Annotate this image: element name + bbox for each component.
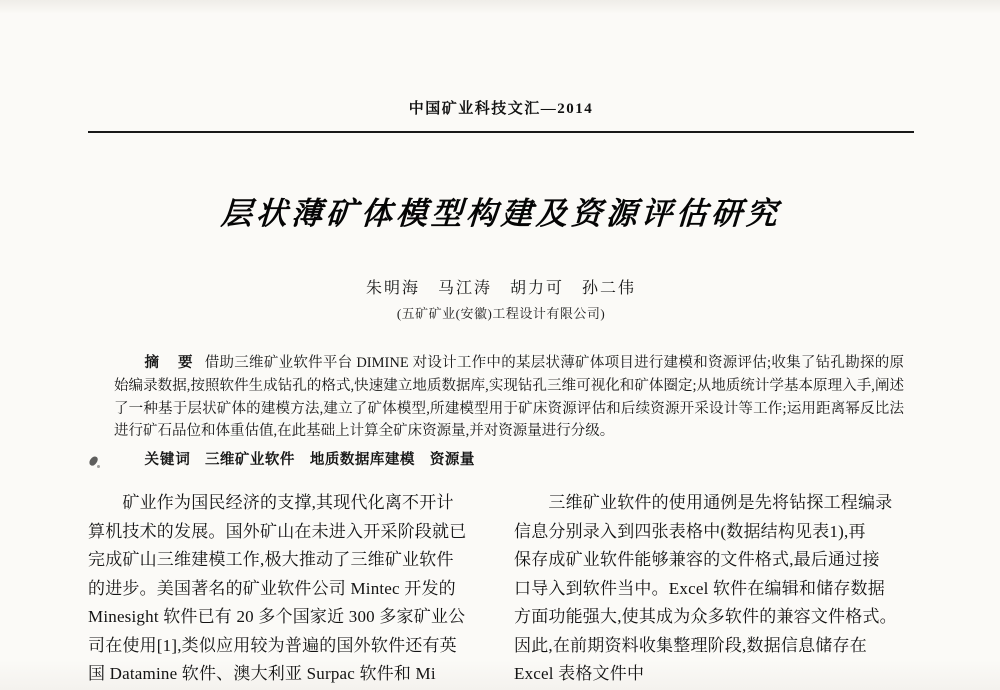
text-line: 口导入到软件当中。Excel 软件在编辑和储存数据	[514, 578, 885, 598]
two-column-body	[88, 489, 914, 689]
authors-line: 朱明海 马江涛 胡力可 孙二伟	[365, 280, 636, 297]
text-line: 保存成矿业软件能够兼容的文件格式,最后通过接	[514, 550, 880, 570]
text-line: 因此,在前期资料收集整理阶段,数据信息储存在	[514, 635, 867, 655]
text-line: 方面功能强大,使其成为众多软件的兼容文件格式。	[514, 607, 897, 627]
text-line: 国 Datamine 软件、澳大利亚 Surpac 软件和 Mi	[88, 664, 436, 684]
paper-title: 层状薄矿体模型构建及资源评估研究	[220, 196, 782, 231]
text-line: 算机技术的发展。国外矿山在未进入开采阶段就已	[88, 521, 467, 541]
text-line: 司在使用[1],类似应用较为普遍的国外软件还有英	[88, 635, 457, 655]
text-line: 完成矿山三维建模工作,极大推动了三维矿业软件	[88, 550, 454, 570]
keywords-line	[114, 450, 904, 470]
left-column	[88, 489, 488, 689]
text-line: Excel 表格文件中	[514, 664, 645, 684]
text-line: 的进步。美国著名的矿业软件公司 Mintec 开发的	[88, 578, 456, 598]
text-line: 三维矿业软件的使用通例是先将钻探工程编录	[514, 493, 893, 513]
right-column	[514, 489, 914, 689]
text-line: 信息分别录入到四张表格中(数据结构见表1),再	[514, 521, 866, 541]
abstract-text: 借助三维矿业软件平台 DIMINE 对设计工作中的某层状薄矿体项目进行建模和资源评估;收集了钻孔勘探的原始编录数据,按照软件生成钻孔的格式,快速建立地质数据库,实现钻孔三维可视化和矿体圈定;从地质统计学基本原理入手,阐述了一种基于层状矿体的建模方法,建立了矿体模型,所建模型用于矿床资源评估和后续资源开采设计等工作;运用距离幂反比法进行矿石品位和体重估值,在此基础上计算全矿床资源量,并对资源量进行分级。	[114, 355, 905, 440]
abstract-label: 摘 要	[144, 355, 195, 371]
text-line: Minesight 软件已有 20 多个国家近 300 多家矿业公	[88, 607, 466, 627]
keywords-text: 三维矿业软件 地质数据库建模 资源量	[204, 452, 475, 469]
keywords-label: 关键词	[144, 452, 191, 469]
abstract-paragraph	[114, 352, 904, 443]
text-line: 矿业作为国民经济的支撑,其现代化离不开计	[88, 493, 454, 513]
header-divider	[88, 131, 914, 133]
affiliation-line: (五矿矿业(安徽)工程设计有限公司)	[396, 306, 606, 321]
scan-dot-artifact	[97, 465, 100, 468]
journal-running-head: 中国矿业科技文汇—2014	[408, 101, 594, 117]
